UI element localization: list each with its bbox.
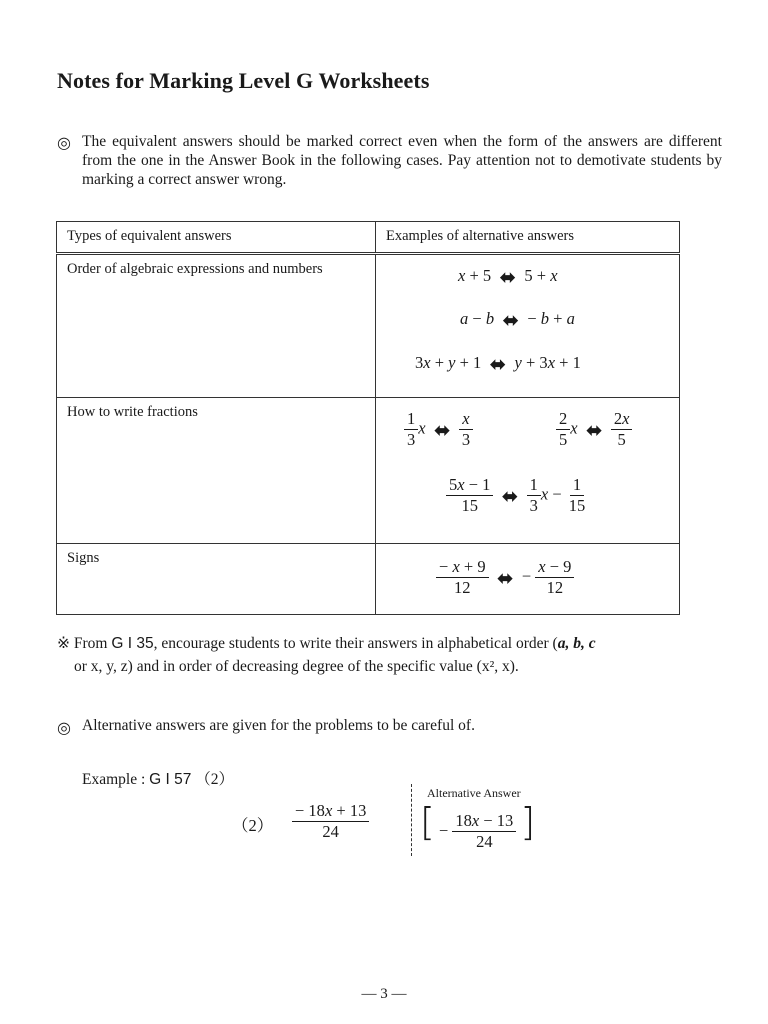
- note-prefix: From: [73, 635, 108, 652]
- header-examples: Examples of alternative answers: [376, 222, 680, 254]
- table-row-fractions: [57, 398, 680, 544]
- row-examples-order: [376, 254, 680, 398]
- row-type-order: Order of algebraic expressions and numbers: [57, 254, 376, 398]
- right-bracket-icon: ]: [520, 800, 536, 844]
- double-arrow-icon: ⬌: [489, 352, 507, 376]
- alt-answers-text: Alternative answers are given for the problems to be careful of.: [82, 717, 475, 734]
- problem-number: （2）: [232, 816, 274, 835]
- note-code: G I 35: [111, 635, 154, 652]
- double-arrow-icon: ⬌: [499, 265, 517, 289]
- table-row-signs: [57, 544, 680, 615]
- double-arrow-icon: ⬌: [496, 565, 514, 590]
- separator-dashed: [411, 784, 412, 856]
- bullet-icon: ◎: [57, 720, 71, 737]
- example-code: G I 57: [149, 771, 192, 788]
- example-label: Example : G I 57 （2）: [82, 771, 235, 788]
- bullet-icon: ◎: [57, 135, 71, 152]
- row-type-fractions: How to write fractions: [57, 398, 376, 544]
- header-types: Types of equivalent answers: [57, 222, 376, 254]
- problem-answer: $\frac{- 18x + 13}{24}$: [292, 802, 369, 841]
- row-examples-fractions: [376, 398, 680, 544]
- example-num: （2）: [195, 771, 235, 788]
- double-arrow-icon: ⬌: [433, 417, 451, 442]
- equivalent-answers-table: [56, 221, 680, 615]
- alt-answer-label: Alternative Answer: [427, 786, 521, 800]
- table-header-row: [57, 222, 680, 254]
- note-line2: or x, y, z) and in order of decreasing degree of the specific value (x², x).: [74, 658, 519, 675]
- double-arrow-icon: ⬌: [585, 417, 603, 442]
- double-arrow-icon: ⬌: [502, 308, 520, 332]
- left-bracket-icon: [: [420, 800, 435, 844]
- page-number: — 3 —: [361, 986, 407, 1002]
- table-row-order: [57, 254, 680, 398]
- note-vars: a, b, c: [557, 635, 596, 652]
- note-mark: ※: [57, 635, 70, 652]
- example-order-2: a − b ⬌ − b + a: [460, 308, 575, 332]
- example-signs: $\frac{- x + 9}{12}$ ⬌ − $\frac{x - 9}{12}$: [436, 558, 574, 597]
- row-type-signs: Signs: [57, 544, 376, 615]
- row-examples-signs: [376, 544, 680, 615]
- intro-paragraph: The equivalent answers should be marked correct even when the form of the answers are different from the one in the Answer Book in the following cases. Pay attention not to demotivate students by marking a correct answer wrong.: [82, 133, 722, 188]
- example-fraction-3: $\frac{5x - 1}{15}$ ⬌ $\frac{1}{3}$ x − $\frac{1}{15}$: [446, 476, 588, 515]
- example-fraction-2: $\frac{2}{5}$ x ⬌ $\frac{2x}{5}$: [556, 410, 632, 449]
- example-fraction-1: $\frac{1}{3}$ x ⬌ $\frac{x}{3}$: [404, 410, 473, 449]
- note-line1: , encourage students to write their answers in alphabetical order (: [153, 635, 558, 652]
- alt-answer: [ − $\frac{18x - 13}{24}$ ]: [420, 800, 536, 851]
- example-order-3: 3x + y + 1 ⬌ y + 3x + 1: [415, 352, 581, 376]
- page-title: Notes for Marking Level G Worksheets: [57, 68, 430, 93]
- ordering-note: [57, 632, 697, 678]
- example-order-1: x + 5 ⬌ 5 + x: [458, 265, 558, 289]
- double-arrow-icon: ⬌: [501, 483, 519, 508]
